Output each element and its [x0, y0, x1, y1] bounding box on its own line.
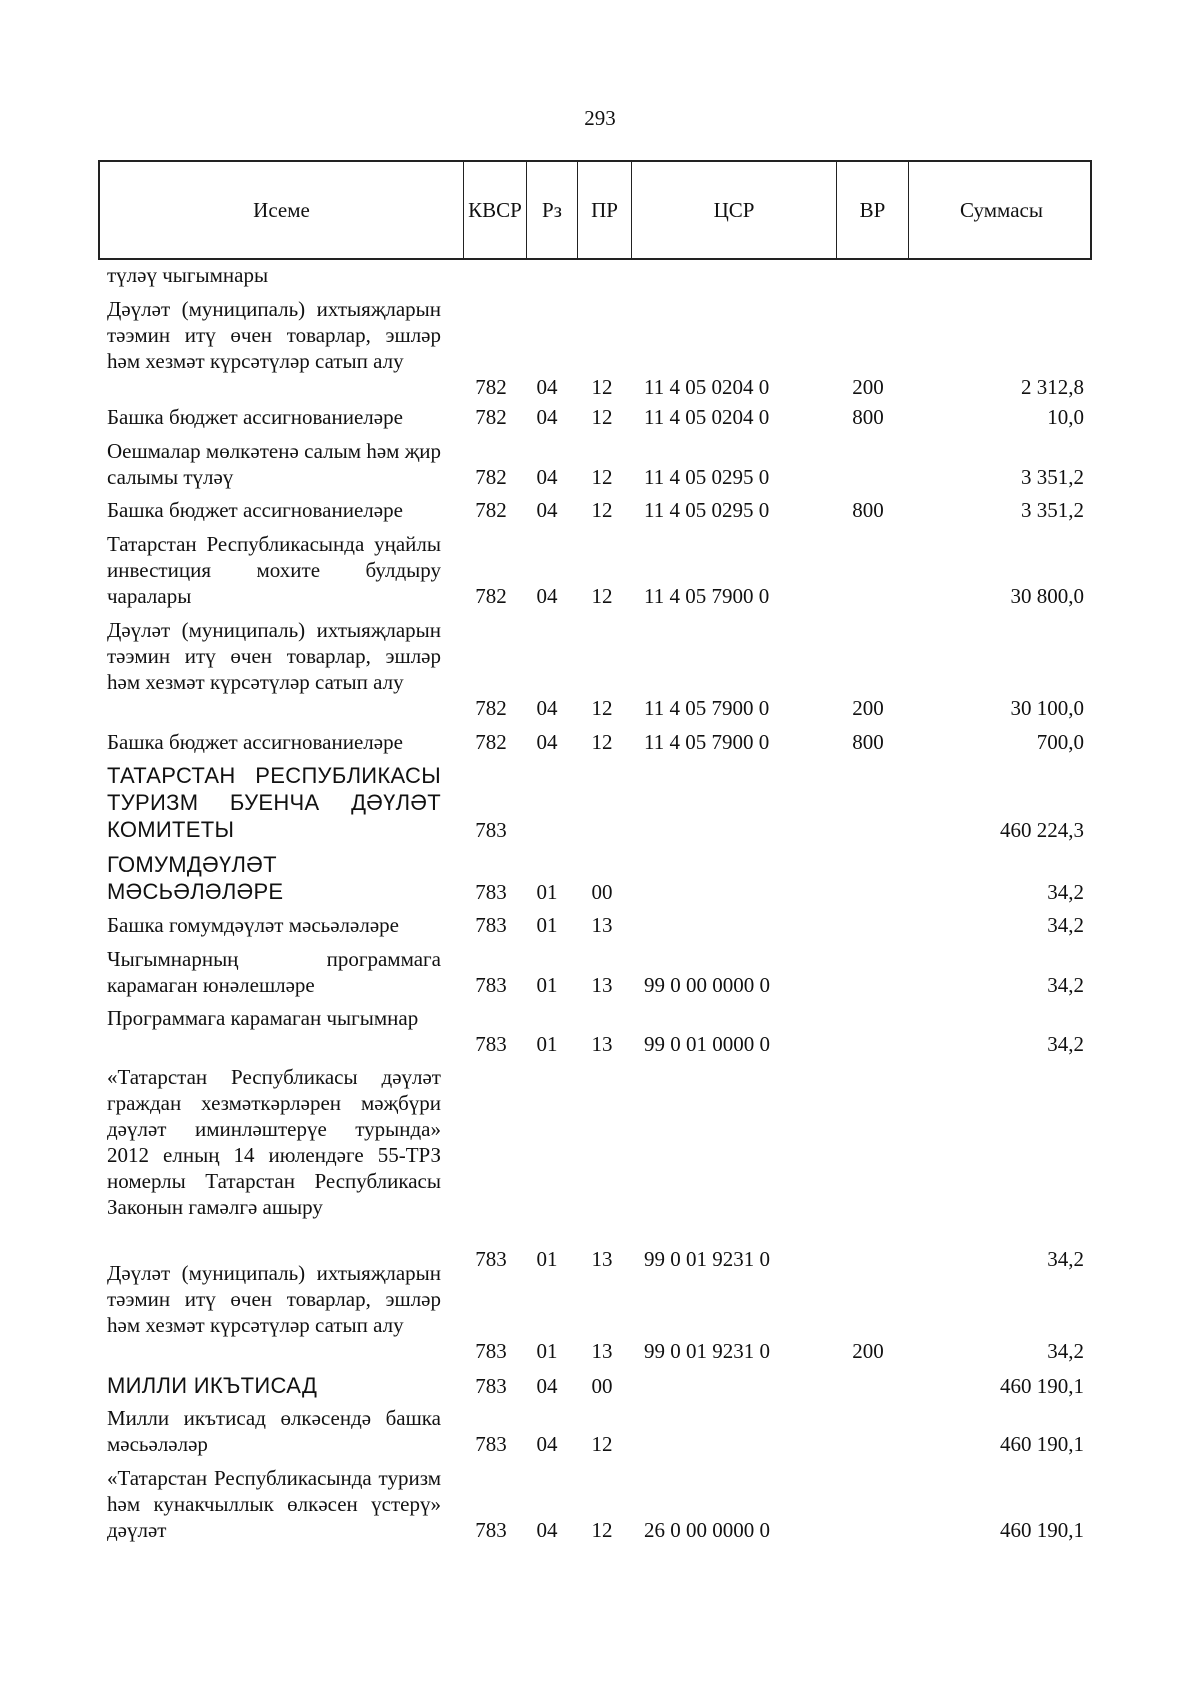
row-name: «Татарстан Республикасында туризм һәм кунакчыллык өлкәсен үстерү» дәүләт: [107, 1466, 441, 1542]
table-row: [0, 1064, 1200, 1272]
row-sum: 3 351,2: [1021, 498, 1084, 522]
row-pr: 12: [591, 465, 613, 489]
table-row: [0, 262, 1200, 288]
row-kvsr: 783: [475, 1032, 507, 1056]
row-sum: 10,0: [1047, 405, 1084, 429]
row-kvsr: 782: [475, 465, 507, 489]
row-rz: 01: [536, 913, 558, 937]
row-rz: 04: [536, 696, 558, 720]
table-row: [0, 1372, 1200, 1399]
table-row: [0, 912, 1200, 938]
row-rz: 01: [536, 880, 558, 904]
row-kvsr: 783: [475, 880, 507, 904]
row-name: Татарстан Республикасында уңайлы инвестиция мохите булдыру чаралары: [107, 532, 441, 608]
row-kvsr: 782: [475, 498, 507, 522]
row-sum: 700,0: [1036, 730, 1084, 754]
row-kvsr: 782: [475, 584, 507, 608]
row-name: Дәүләт (муниципаль) ихтыяҗларын тәэмин итү өчен товарлар, эшләр һәм хезмәт күрсәтүләр сатып алу: [107, 297, 441, 373]
row-kvsr: 782: [475, 730, 507, 754]
row-name: түләү чыгымнары: [107, 263, 269, 287]
row-rz: 04: [536, 730, 558, 754]
row-pr: 00: [591, 880, 613, 904]
row-sum: 460 190,1: [1000, 1374, 1084, 1398]
table-row: [0, 296, 1200, 400]
row-sum: 34,2: [1047, 913, 1084, 937]
row-name: Башка гомумдәүләт мәсьәләләре: [107, 913, 399, 937]
table-row: [0, 851, 1200, 905]
row-sum: 30 800,0: [1010, 584, 1084, 608]
row-sum: 34,2: [1047, 1339, 1084, 1363]
table-row: [0, 497, 1200, 523]
row-csr: 11 4 05 0204 0: [644, 405, 770, 429]
row-name: Оешмалар мөлкәтенә салым һәм җир салымы түләү: [107, 439, 441, 489]
row-csr: 11 4 05 7900 0: [644, 730, 770, 754]
row-rz: 04: [536, 1432, 558, 1456]
table-row: [0, 617, 1200, 721]
table-row: [0, 1005, 1200, 1057]
table-row: [0, 729, 1200, 755]
row-rz: 01: [536, 1032, 558, 1056]
row-name: Программага карамаган чыгымнар: [107, 1006, 419, 1030]
row-csr: 11 4 05 0204 0: [644, 375, 770, 399]
row-vr: 800: [852, 405, 884, 429]
row-kvsr: 782: [475, 405, 507, 429]
row-csr: 26 0 00 0000 0: [644, 1518, 770, 1542]
row-vr: 800: [852, 730, 884, 754]
table-row: [0, 438, 1200, 490]
row-pr: 00: [591, 1374, 613, 1398]
row-rz: 04: [536, 584, 558, 608]
row-csr: 11 4 05 0295 0: [644, 498, 770, 522]
row-csr: 11 4 05 7900 0: [644, 696, 770, 720]
row-name: Дәүләт (муниципаль) ихтыяҗларын тәэмин итү өчен товарлар, эшләр һәм хезмәт күрсәтүләр сатып алу: [107, 618, 441, 694]
row-pr: 12: [591, 375, 613, 399]
row-rz: 04: [536, 465, 558, 489]
row-pr: 12: [591, 584, 613, 608]
row-kvsr: 783: [475, 1247, 507, 1271]
row-csr: 99 0 01 9231 0: [644, 1247, 770, 1271]
row-name: «Татарстан Республикасы дәүләт граждан хезмәткәрләрен мәҗбүри дәүләт иминләштерүе турында» 2012 елның 14 июлендәге 55-ТРЗ номерлы Татарстан Республикасы Законын гамәлгә ашыру: [107, 1065, 441, 1219]
row-pr: 13: [591, 973, 613, 997]
row-kvsr: 782: [475, 375, 507, 399]
header-kvsr: КВСР: [464, 162, 527, 258]
row-kvsr: 783: [475, 1432, 507, 1456]
row-kvsr: 783: [475, 818, 507, 842]
row-kvsr: 783: [475, 1339, 507, 1363]
row-name: Милли икътисад өлкәсендә башка мәсьәләләр: [107, 1406, 441, 1456]
row-rz: 04: [536, 1518, 558, 1542]
row-vr: 200: [852, 696, 884, 720]
table-row: [0, 404, 1200, 430]
table-row: [0, 531, 1200, 609]
row-sum: 2 312,8: [1021, 375, 1084, 399]
row-vr: 200: [852, 375, 884, 399]
row-sum: 34,2: [1047, 880, 1084, 904]
row-rz: 04: [536, 498, 558, 522]
row-pr: 13: [591, 1032, 613, 1056]
row-csr: 11 4 05 0295 0: [644, 465, 770, 489]
row-csr: 11 4 05 7900 0: [644, 584, 770, 608]
header-rz: Рз: [527, 162, 578, 258]
header-name: Исеме: [100, 162, 464, 258]
row-name: Башка бюджет ассигнованиеләре: [107, 730, 403, 754]
row-rz: 04: [536, 405, 558, 429]
table-row: [0, 762, 1200, 843]
page-number: 293: [584, 106, 616, 130]
row-csr: 99 0 01 0000 0: [644, 1032, 770, 1056]
row-pr: 12: [591, 405, 613, 429]
row-kvsr: 782: [475, 696, 507, 720]
table-row: [0, 1405, 1200, 1457]
row-rz: 01: [536, 1247, 558, 1271]
row-kvsr: 783: [475, 973, 507, 997]
header-pr: ПР: [578, 162, 632, 258]
row-vr: 200: [852, 1339, 884, 1363]
row-pr: 13: [591, 913, 613, 937]
table-row: [0, 1260, 1200, 1364]
row-sum: 460 190,1: [1000, 1518, 1084, 1542]
header-vr: ВР: [837, 162, 909, 258]
row-name: Башка бюджет ассигнованиеләре: [107, 405, 403, 429]
row-rz: 01: [536, 1339, 558, 1363]
row-name: Дәүләт (муниципаль) ихтыяҗларын тәэмин итү өчен товарлар, эшләр һәм хезмәт күрсәтүләр сатып алу: [107, 1261, 441, 1337]
row-name: Башка бюджет ассигнованиеләре: [107, 498, 403, 522]
row-rz: 04: [536, 375, 558, 399]
header-csr: ЦСР: [632, 162, 837, 258]
row-csr: 99 0 01 9231 0: [644, 1339, 770, 1363]
row-sum: 34,2: [1047, 1247, 1084, 1271]
row-pr: 12: [591, 1432, 613, 1456]
row-kvsr: 783: [475, 1518, 507, 1542]
row-sum: 34,2: [1047, 973, 1084, 997]
table-row: [0, 946, 1200, 998]
row-name: МИЛЛИ ИКЪТИСАД: [107, 1373, 318, 1398]
row-pr: 13: [591, 1247, 613, 1271]
row-sum: 30 100,0: [1010, 696, 1084, 720]
row-pr: 12: [591, 696, 613, 720]
row-kvsr: 783: [475, 1374, 507, 1398]
row-pr: 12: [591, 730, 613, 754]
row-csr: 99 0 00 0000 0: [644, 973, 770, 997]
row-kvsr: 783: [475, 913, 507, 937]
row-name: Чыгымнарның программага карамаган юнәлешләре: [107, 947, 441, 997]
table-header: [98, 160, 1092, 260]
row-pr: 13: [591, 1339, 613, 1363]
row-rz: 01: [536, 973, 558, 997]
row-pr: 12: [591, 498, 613, 522]
row-vr: 800: [852, 498, 884, 522]
header-sum: Суммасы: [960, 197, 1043, 222]
row-sum: 460 224,3: [1000, 818, 1084, 842]
row-name: ТАТАРСТАН РЕСПУБЛИКАСЫ ТУРИЗМ БУЕНЧА ДӘҮЛӘТ КОМИТЕТЫ: [107, 763, 441, 842]
row-rz: 04: [536, 1374, 558, 1398]
row-name: ГОМУМДӘҮЛӘТ МӘСЬӘЛӘЛӘРЕ: [107, 852, 284, 904]
row-sum: 460 190,1: [1000, 1432, 1084, 1456]
row-sum: 3 351,2: [1021, 465, 1084, 489]
row-pr: 12: [591, 1518, 613, 1542]
table-row: [0, 1465, 1200, 1543]
row-sum: 34,2: [1047, 1032, 1084, 1056]
